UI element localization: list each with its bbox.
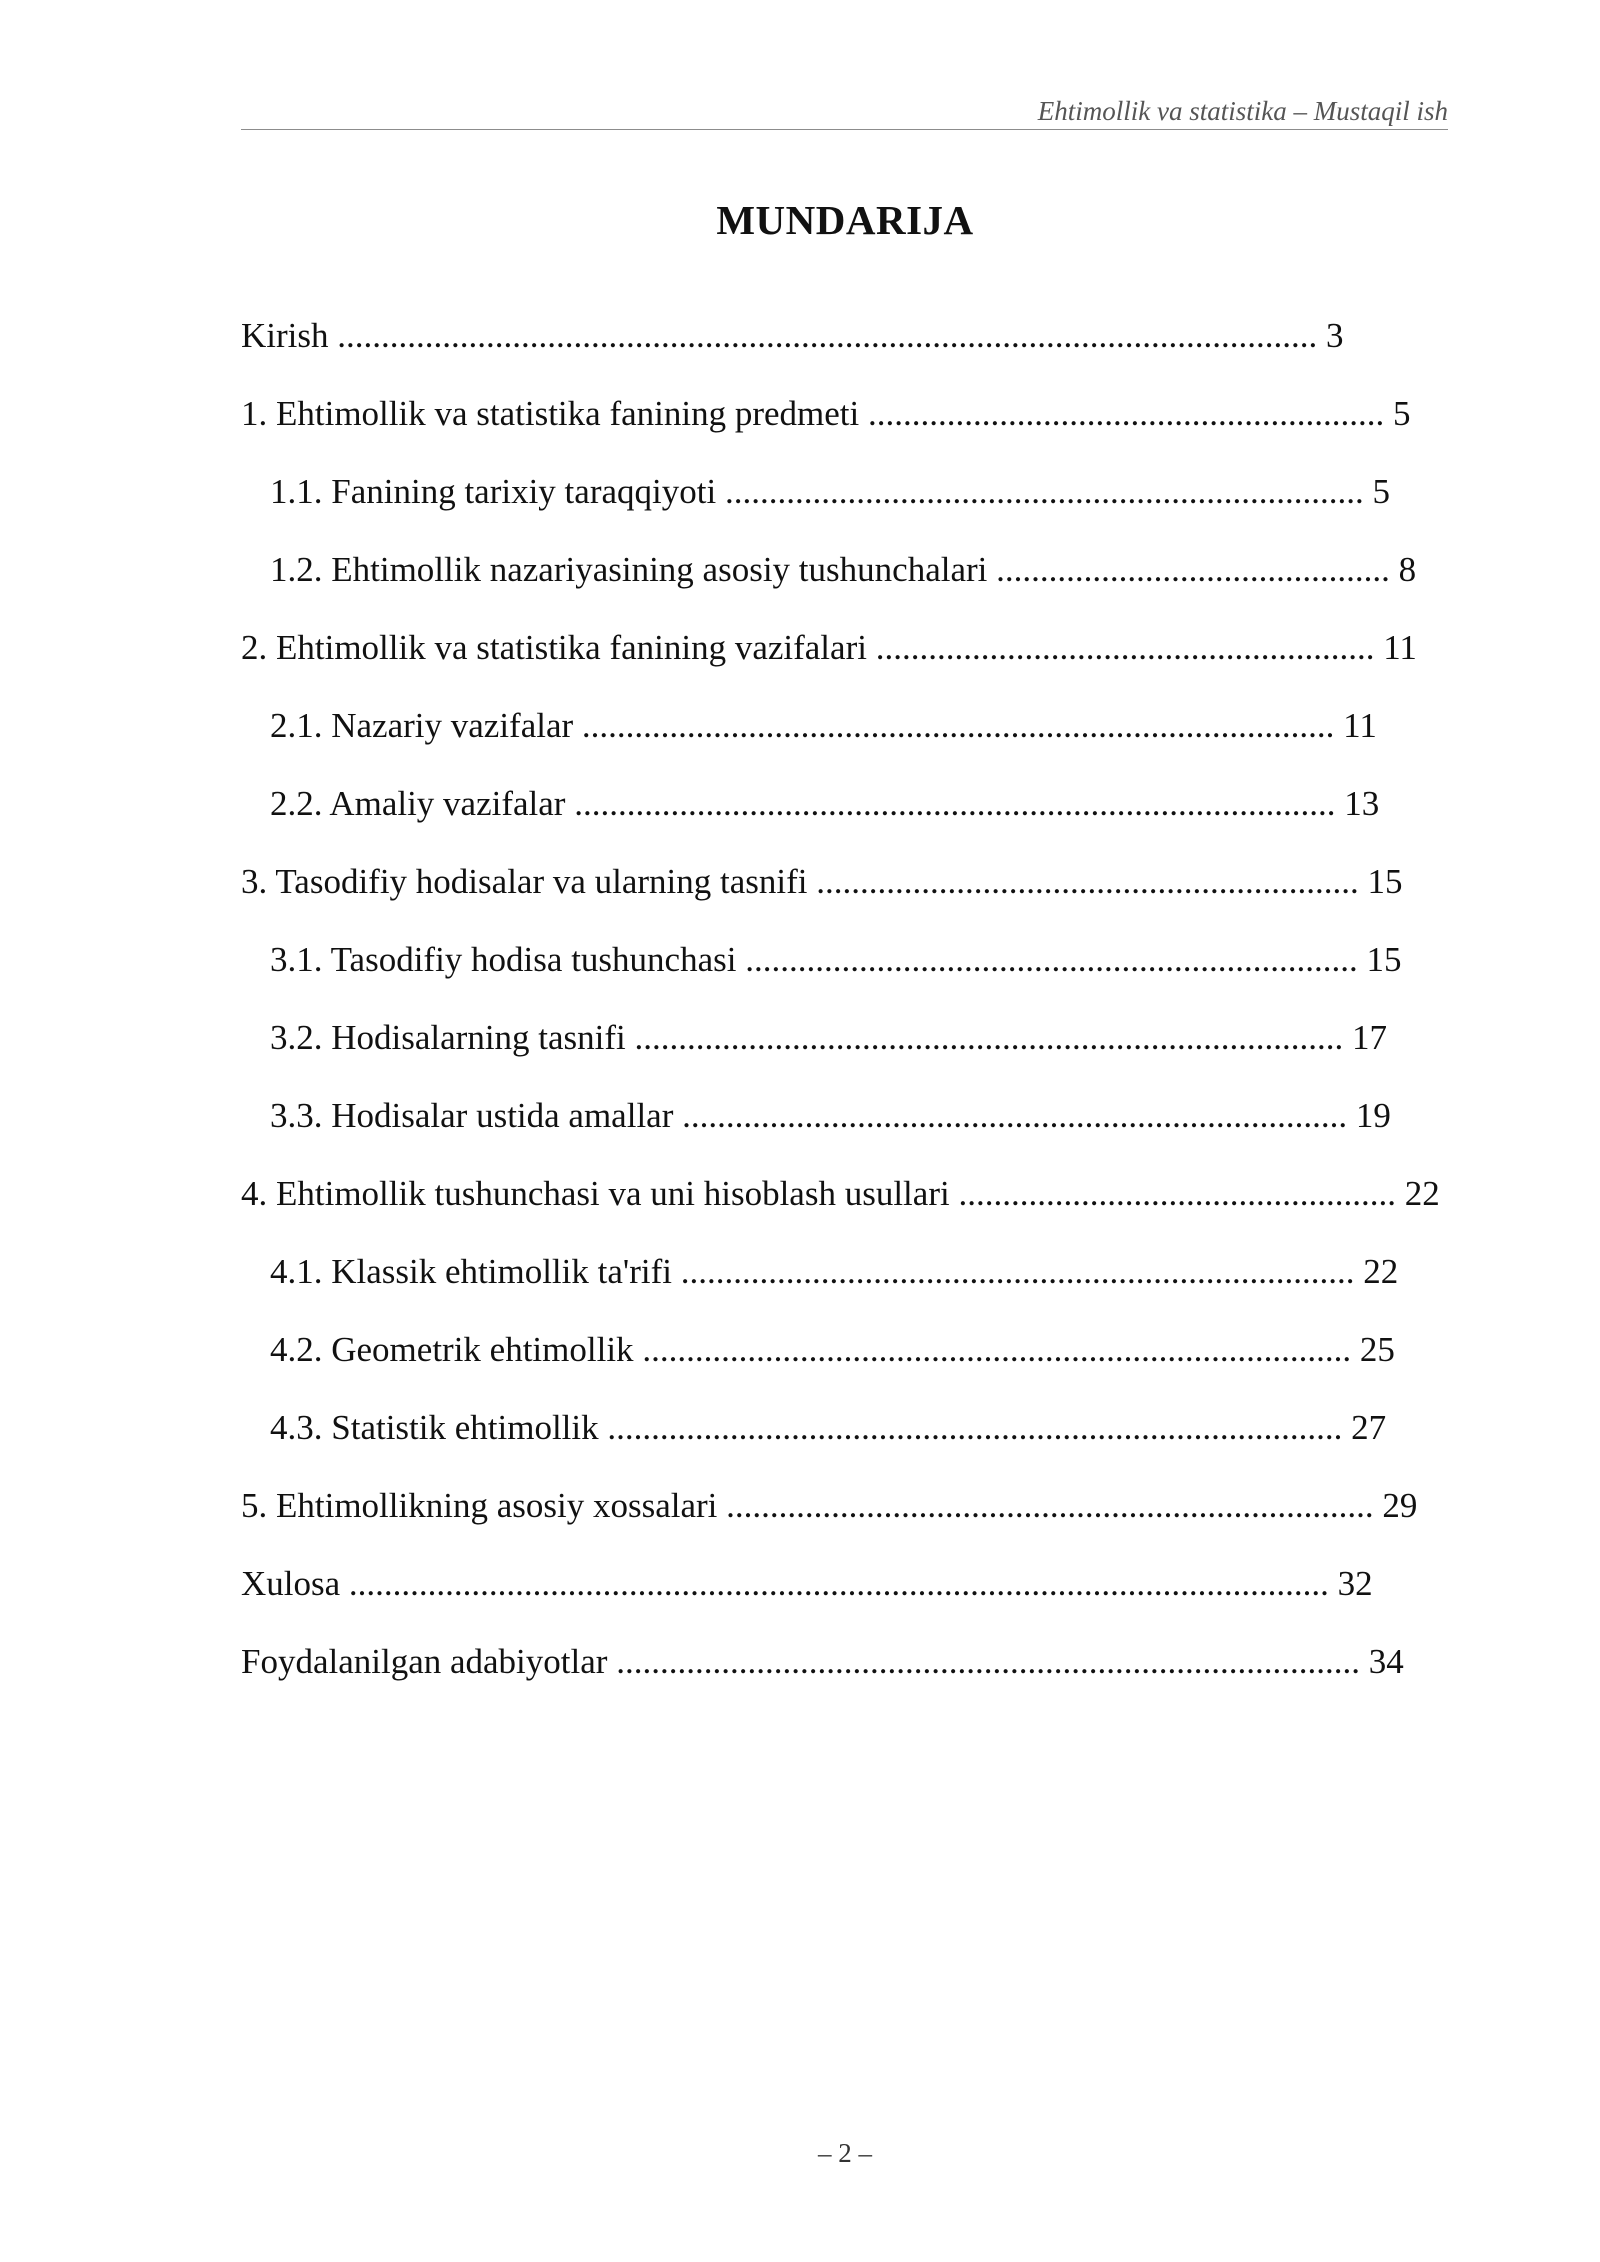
- toc-entry[interactable]: [270, 1252, 1402, 1292]
- toc-entry[interactable]: [270, 472, 1390, 512]
- toc-entry-label: 1.2. Ehtimollik nazariyasining asosiy tushunchalari: [270, 550, 988, 589]
- toc-entry-page: 5: [1384, 394, 1411, 433]
- toc-entry[interactable]: [241, 1564, 1375, 1604]
- toc-dot-leader: ................................................................................................................: [340, 1564, 1329, 1603]
- toc-dot-leader: .............................................................................: [671, 1252, 1355, 1291]
- running-header: [241, 96, 1448, 130]
- toc-entry-page: 25: [1351, 1330, 1395, 1369]
- toc-entry-label: 3.1. Tasodifiy hodisa tushunchasi: [270, 940, 737, 979]
- toc-dot-leader: ..........................................................................: [717, 1486, 1374, 1525]
- toc-entry-page: 34: [1359, 1642, 1404, 1681]
- toc-entry[interactable]: [270, 784, 1381, 824]
- toc-entry-label: 5. Ehtimollikning asosiy xossalari: [241, 1486, 718, 1525]
- toc-dot-leader: ..................................................: [949, 1174, 1396, 1213]
- toc-entry-label: 1.1. Fanining tarixiy taraqqiyoti: [270, 472, 717, 511]
- toc-entry-label: 4.1. Klassik ehtimollik ta'rifi: [270, 1252, 672, 1291]
- toc-entry[interactable]: [241, 316, 1344, 356]
- toc-entry-label: Foydalanilgan adabiyotlar: [241, 1642, 608, 1681]
- toc-entry[interactable]: [270, 550, 1418, 590]
- toc-entry[interactable]: [270, 1018, 1388, 1058]
- toc-entry-page: 15: [1358, 862, 1403, 901]
- toc-dot-leader: ...........................................................: [859, 394, 1385, 433]
- toc-dot-leader: ......................................................................................: [573, 706, 1335, 745]
- toc-entry-page: 8: [1389, 550, 1417, 589]
- toc-entry-label: Xulosa: [241, 1564, 341, 1603]
- toc-entry-label: 2. Ehtimollik va statistika fanining vazifalari: [241, 628, 867, 667]
- toc-entry-page: 22: [1354, 1252, 1399, 1291]
- toc-entry-label: 4.3. Statistik ehtimollik: [270, 1408, 599, 1447]
- toc-entry-page: 32: [1328, 1564, 1373, 1603]
- toc-entry[interactable]: [241, 628, 1424, 668]
- toc-entry-page: 5: [1363, 472, 1390, 511]
- toc-entry-page: 3: [1317, 316, 1344, 355]
- toc-entry-label: 2.2. Amaliy vazifalar: [270, 784, 566, 823]
- toc-title: MUNDARIJA: [716, 197, 974, 243]
- toc-entry-label: Kirish: [241, 316, 329, 355]
- toc-entry-page: 19: [1347, 1096, 1391, 1135]
- toc-entry[interactable]: [241, 1174, 1440, 1214]
- toc-entry-page: 13: [1335, 784, 1380, 823]
- toc-entry[interactable]: [241, 394, 1415, 434]
- toc-dot-leader: .................................................................................: [633, 1330, 1352, 1369]
- toc-entry-page: 22: [1395, 1174, 1440, 1213]
- toc-entry[interactable]: [270, 1408, 1388, 1448]
- toc-entry-label: 1. Ehtimollik va statistika fanining predmeti: [241, 394, 860, 433]
- toc-entry-page: 27: [1342, 1408, 1387, 1447]
- toc-dot-leader: .........................................................: [866, 628, 1375, 667]
- toc-dot-leader: .................................................................................: [625, 1018, 1344, 1057]
- toc-entry[interactable]: [270, 1096, 1392, 1136]
- toc-dot-leader: .............................................: [987, 550, 1390, 589]
- toc-entry-page: 17: [1343, 1018, 1388, 1057]
- toc-entry-page: 29: [1373, 1486, 1418, 1525]
- toc-dot-leader: ....................................................................................: [598, 1408, 1343, 1447]
- toc-dot-leader: .....................................................................................: [607, 1642, 1360, 1681]
- toc-dot-leader: ............................................................................: [673, 1096, 1348, 1135]
- toc-dot-leader: ..............................................................: [807, 862, 1359, 901]
- toc-entry[interactable]: [270, 706, 1378, 746]
- page-number: – 2 –: [818, 2138, 872, 2168]
- toc-entry-label: 3.2. Hodisalarning tasnifi: [270, 1018, 626, 1057]
- toc-entry-label: 4.2. Geometrik ehtimollik: [270, 1330, 634, 1369]
- toc-entry[interactable]: [241, 862, 1411, 902]
- toc-entry[interactable]: [241, 1486, 1425, 1526]
- running-header-title: Ehtimollik va statistika – Mustaqil ish: [1037, 96, 1448, 126]
- toc-entry[interactable]: [270, 1330, 1397, 1370]
- toc-entry-label: 4. Ehtimollik tushunchasi va uni hisoblash usullari: [241, 1174, 950, 1213]
- toc-dot-leader: ......................................................................: [736, 940, 1358, 979]
- toc-entry[interactable]: [270, 940, 1407, 980]
- toc-dot-leader: .......................................................................................: [565, 784, 1336, 823]
- toc-dot-leader: ................................................................................................................: [328, 316, 1318, 355]
- toc-entry-page: 11: [1374, 628, 1417, 667]
- toc-entry-page: 15: [1357, 940, 1402, 979]
- toc-entry[interactable]: [241, 1642, 1408, 1682]
- toc-entry-page: 11: [1334, 706, 1377, 745]
- toc-entry-label: 3. Tasodifiy hodisalar va ularning tasnifi: [241, 862, 808, 901]
- toc-entry-label: 2.1. Nazariy vazifalar: [270, 706, 574, 745]
- toc-dot-leader: .........................................................................: [716, 472, 1364, 511]
- toc-entry-label: 3.3. Hodisalar ustida amallar: [270, 1096, 674, 1135]
